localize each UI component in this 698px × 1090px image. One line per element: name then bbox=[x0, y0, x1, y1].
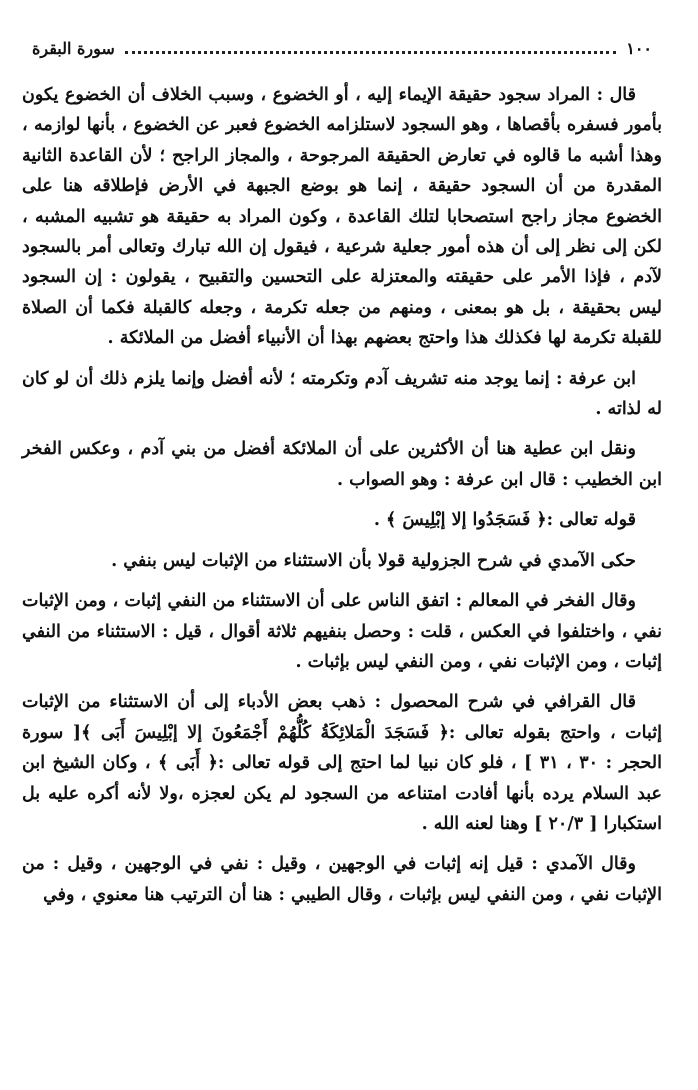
paragraph: قال القرافي في شرح المحصول : ذهب بعض الأدباء إلى أن الاستثناء من الإثبات إثبات ، واحتج بقوله تعالى :﴿ فَسَجَدَ الْمَلائِكَةُ كُلُّهُمْ أَجْمَعُونَ إلا إبْلِيسَ أَبَى ﴾[ سورة الحجر : ٣٠ ، ٣١ ] ، فلو كان نبيا لما احتج إلى قوله تعالى :﴿ أَبَى ﴾ ، وكان الشيخ ابن عبد السلام يرده بأنها أفادت امتناعه من السجود لم يكن لعجزه ،ولا لأنه أكره عليه بل استكبارا [ ٢٠/٣ ] وهنا لعنه الله . bbox=[22, 692, 662, 834]
paragraph: وقال الفخر في المعالم : اتفق الناس على أن الاستثناء من النفي إثبات ، ومن الإثبات نفي ، واختلفوا في العكس ، قلت : وحصل بنفيهم ثلاثة أقوال ، قيل : الاستثناء من النفي إثبات ، ومن الإثبات نفي ، ومن النفي ليس بإثبات . bbox=[22, 591, 662, 672]
surah-title: سورة البقرة bbox=[32, 38, 115, 58]
paragraph: وقال الآمدي : قيل إنه إثبات في الوجهين ، وقيل : نفي في الوجهين ، وقيل : من الإثبات نفي ، ومن النفي ليس بإثبات ، وقال الطيبي : هنا أن الترتيب هنا معنوي ، وفي bbox=[22, 854, 662, 905]
header-divider bbox=[125, 51, 616, 54]
paragraph: حكى الآمدي في شرح الجزولية قولا بأن الاستثناء من الإثبات ليس بنفي . bbox=[111, 550, 636, 571]
paragraph: ونقل ابن عطية هنا أن الأكثرين على أن الملائكة أفضل من بني آدم ، وعكس الفخر ابن الخطيب : قال ابن عرفة : وهو الصواب . bbox=[22, 439, 662, 490]
quran-verse-paragraph: قوله تعالى :﴿ فَسَجَدُوا إلا إبْلِيسَ ﴾ . bbox=[373, 510, 636, 531]
page-number: ١٠٠ bbox=[626, 38, 652, 58]
paragraph: ابن عرفة : إنما يوجد منه تشريف آدم وتكرمته ؛ لأنه أفضل وإنما يلزم ذلك أن لو كان له لذاته . bbox=[22, 368, 662, 420]
page-body bbox=[22, 80, 662, 920]
page-header bbox=[32, 34, 652, 62]
paragraph: قال : المراد سجود حقيقة الإيماء إليه ، أو الخضوع ، وسبب الخلاف أن الخضوع يكون بأمور فسفره بأقصاها ، وهو السجود لاستلزامه الخضوع فعبر عن الخضوع ، بأنها لوازمه ، وهذا أشبه ما قالوه في تعارض الحقيقة المرجوحة ، والمجاز الراجح ؛ لأن القاعدة الثانية المقدرة من أن السجود حقيقة ، إنما هو بوضع الجبهة في الأرض فإطلاقه هنا على الخضوع مجاز راجح استصحابا لتلك القاعدة ، وكون المراد به حقيقة هو تشبيه المشبه ، لكن إلى نظر إلى أن هذه أمور جعلية شرعية ، فيقول إن الله تبارك وتعالى أمر بالسجود لآدم ، فإذا الأمر على حقيقته والمعتزلة على التحسين والتقبيح ، يقولون : إن السجود ليس بحقيقة ، بل هو بمعنى ، ومنهم من جعله تكرمة ، وجعله كالقبلة فكما أن الصلاة للقبلة تكرمة لها فكذلك هذا واحتج بعضهم بهذا أن الأنبياء أفضل من الملائكة . bbox=[22, 85, 662, 349]
